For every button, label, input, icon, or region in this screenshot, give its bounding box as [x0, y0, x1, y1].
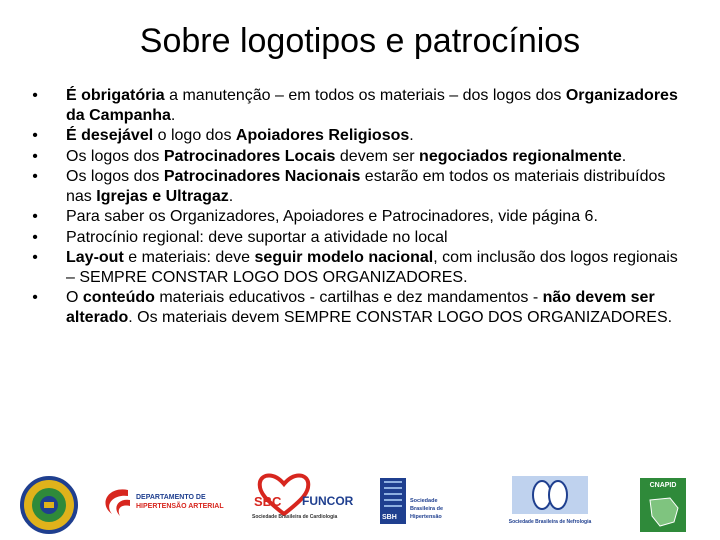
bullet-emphasis: Patrocinadores Nacionais	[163, 168, 361, 185]
bullet-marker: •	[32, 228, 38, 246]
bullet-text: devem ser	[335, 147, 420, 165]
bullet-marker: •	[32, 289, 38, 306]
bullet-text: Patrocínio regional: deve suportar a atividade no local	[66, 228, 448, 246]
kidney-icon	[512, 476, 588, 514]
slide-title: Sobre logotipos e patrocínios	[139, 22, 581, 60]
sbn-logo	[502, 476, 598, 530]
sbc-abbr: SBC	[254, 494, 282, 509]
bullet-emphasis: É desejável	[66, 127, 154, 144]
bullet-emphasis: É obrigatória	[66, 87, 165, 104]
bullet-text: e materiais: deve	[123, 249, 255, 266]
bullet-item	[28, 147, 678, 167]
bullet-item	[28, 126, 678, 146]
sbh-line2: Brasileira de	[410, 506, 444, 512]
funcor-name: FUNCOR	[302, 494, 354, 508]
bullet-text: a manutenção – em todos os materiais – dos logos dos	[164, 87, 566, 104]
bullet-text: Os logos dos	[66, 147, 164, 165]
bullet-text: Para saber os Organizadores, Apoiadores e Patrocinadores, vide página 6.	[66, 208, 598, 225]
bullet-text: estarão em todos os materiais distribuídos nas	[66, 168, 666, 205]
cnapid-logo	[640, 478, 686, 532]
bullet-emphasis: Organizadores da Campanha	[66, 87, 678, 124]
bullet-item	[28, 167, 678, 206]
bullet-marker: •	[32, 127, 38, 144]
sbh-stripes-icon	[380, 478, 406, 514]
bullet-emphasis: Patrocinadores Locais	[163, 147, 336, 165]
bullet-marker: •	[32, 249, 38, 266]
sbh-logo	[380, 478, 460, 532]
bullet-list	[28, 86, 678, 328]
bullet-marker: •	[32, 87, 38, 104]
sponsor-logos	[0, 470, 720, 540]
bullet-item	[28, 228, 678, 248]
brazil-map-icon	[640, 494, 686, 530]
bullet-text: .	[170, 106, 176, 124]
bullet-emphasis: Apoiadores Religiosos	[235, 127, 410, 144]
bullet-text: .	[228, 187, 234, 205]
bullet-text: materiais educativos - cartilhas e dez mandamentos -	[154, 289, 543, 306]
bullet-text: O	[66, 289, 83, 306]
seal-icon	[20, 476, 78, 534]
sbh-mark	[380, 478, 406, 524]
bullet-item	[28, 288, 678, 327]
bullet-item	[28, 86, 678, 125]
dha-line2: HIPERTENSÃO ARTERIAL	[136, 503, 224, 510]
dha-swoosh-icon	[98, 486, 134, 520]
bullet-emphasis: negociados regionalmente	[419, 147, 622, 165]
bullet-text: Os logos dos	[66, 168, 164, 185]
bullet-marker: •	[32, 147, 38, 165]
sbh-line3: Hipertensão	[410, 514, 442, 520]
sbc-sub: Sociedade Brasileira de Cardiologia	[252, 514, 338, 520]
bullet-text: o logo dos	[153, 127, 236, 144]
dha-logo	[98, 484, 238, 524]
sbn-sub: Sociedade Brasileira de Nefrologia	[508, 519, 592, 525]
bullet-text: .	[409, 127, 414, 144]
cnapid-abbr: CNAPID	[649, 482, 677, 489]
bullet-emphasis: seguir modelo nacional	[254, 249, 434, 266]
bullet-text: .	[621, 147, 627, 165]
bullet-text: , com inclusão dos logos regionais – SEMPRE CONSTAR LOGO DOS ORGANIZADORES.	[66, 249, 678, 286]
dha-line1: DEPARTAMENTO DE	[136, 494, 206, 501]
bullet-text: . Os materiais devem SEMPRE CONSTAR LOGO DOS ORGANIZADORES.	[128, 308, 673, 326]
bullet-marker: •	[32, 168, 38, 185]
sbh-line1: Sociedade	[410, 498, 438, 504]
bullet-emphasis: Lay-out	[66, 249, 124, 266]
bullet-emphasis: não devem ser alterado	[66, 289, 655, 326]
bullet-item	[28, 248, 678, 287]
bullet-item	[28, 207, 678, 227]
seal-logo	[20, 476, 78, 534]
sbn-mark	[512, 476, 588, 514]
bullet-emphasis: conteúdo	[82, 289, 155, 306]
sbh-abbr: SBH	[382, 514, 397, 521]
bullet-emphasis: Igrejas e Ultragaz	[96, 187, 229, 205]
bullet-marker: •	[32, 208, 38, 225]
sbc-funcor-logo	[250, 472, 354, 530]
